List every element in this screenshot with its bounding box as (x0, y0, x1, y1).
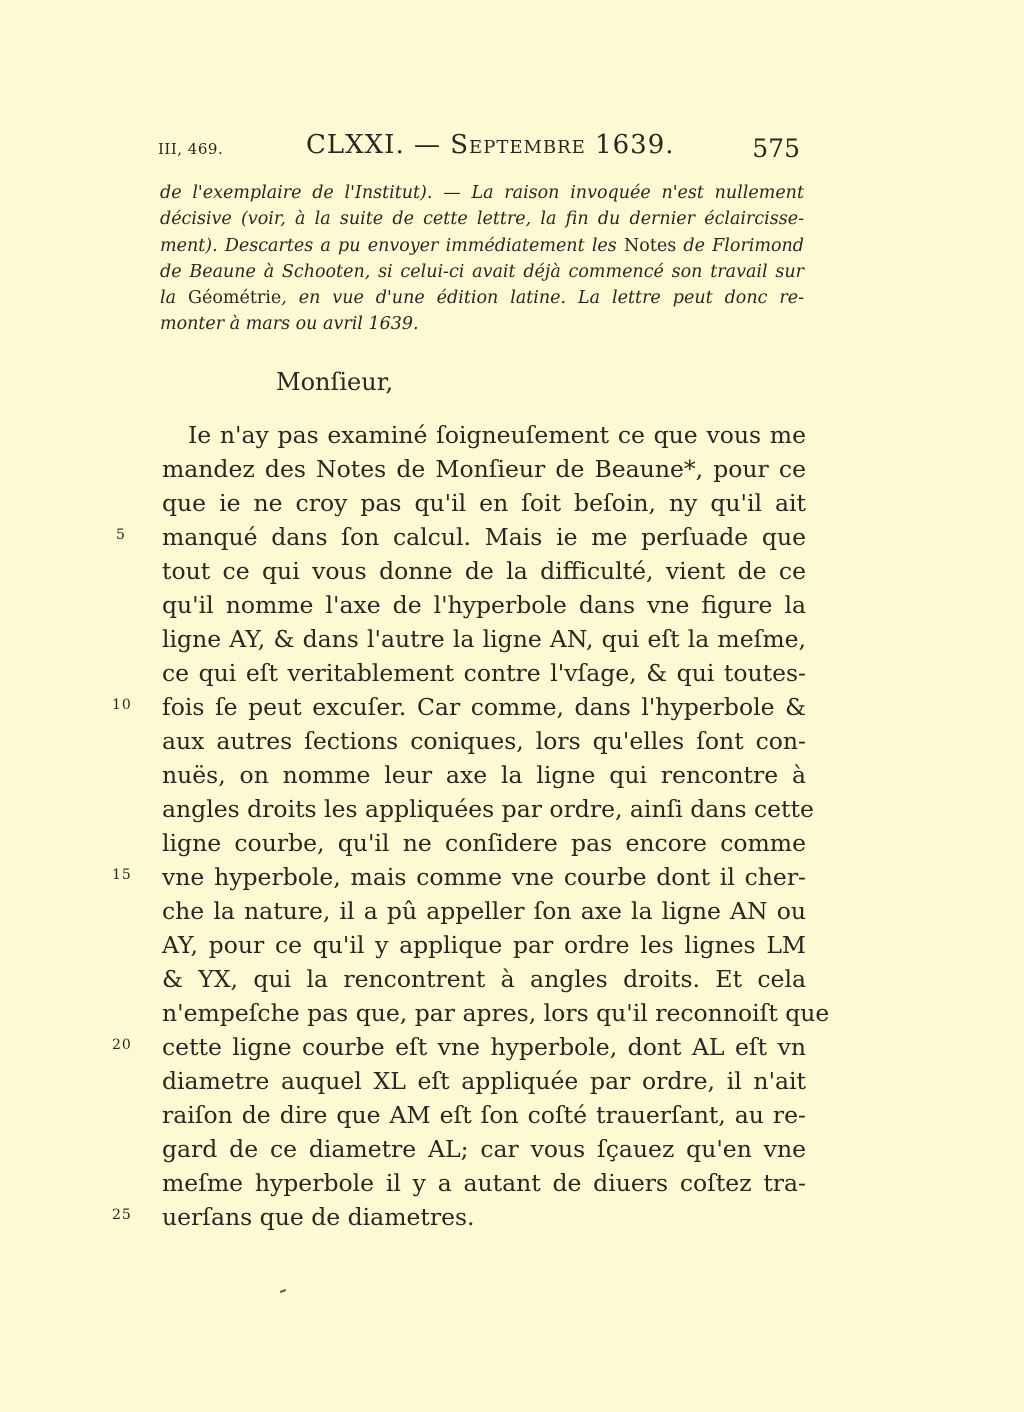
salutation: Monſieur, (276, 368, 394, 396)
title-month: Septembre (450, 130, 586, 160)
title-roman: CLXXI. (306, 130, 405, 160)
body-line: que ie ne croy pas qu'il en ſoit beſoin, ny qu'il ait (162, 489, 806, 517)
note-line: la Géométrie, en vue d'une édition latine. La lettre peut donc re- (160, 288, 804, 309)
body-line: & YX, qui la rencontrent à angles droits. Et cela (162, 965, 806, 993)
line-number-5: 5 (116, 527, 126, 543)
body-line: vne hyperbole, mais comme vne courbe dont il cher- (162, 863, 806, 891)
body-line: n'empeſche pas que, par apres, lors qu'il reconnoiſt que (162, 999, 830, 1027)
body-line: diametre auquel XL eſt appliquée par ordre, il n'ait (162, 1067, 806, 1095)
body-line: ligne courbe, qu'il ne conſidere pas encore comme (162, 829, 806, 857)
volume-reference: III, 469. (158, 140, 224, 158)
line-number-15: 15 (112, 867, 132, 883)
note-line: décisive (voir, à la suite de cette lettre, la fin du dernier éclaircisse- (160, 209, 804, 230)
letter-body (162, 418, 830, 1234)
body-line: tout ce qui vous donne de la difficulté, vient de ce (162, 557, 806, 585)
page-header (158, 130, 806, 170)
editorial-note (160, 180, 804, 338)
body-line: che la nature, il a pû appeller ſon axe la ligne AN ou (162, 897, 806, 925)
body-line: manqué dans ſon calcul. Mais ie me perſuade que (162, 523, 806, 551)
body-line: uerſans que de diametres. (162, 1203, 475, 1231)
note-line: ment). Descartes a pu envoyer immédiatement les Notes de Florimond (160, 235, 805, 256)
page-title (306, 130, 675, 160)
body-line: ligne AY, & dans l'autre la ligne AN, qui eſt la meſme, (162, 625, 806, 653)
title-year: 1639. (585, 130, 675, 160)
upright-word: Notes (623, 235, 677, 256)
page-number: 575 (752, 134, 800, 163)
line-number-20: 20 (112, 1037, 132, 1053)
body-line: qu'il nomme l'axe de l'hyperbole dans vne figure la (162, 591, 806, 619)
line-number-25: 25 (112, 1207, 132, 1223)
body-line: aux autres ſections coniques, lors qu'elles ſont con- (162, 727, 806, 755)
note-line: de Beaune à Schooten, si celui-ci avait déjà commencé son travail sur (160, 261, 804, 282)
body-line: ce qui eſt veritablement contre l'vſage, & qui toutes- (162, 659, 806, 687)
line-number-10: 10 (112, 697, 132, 713)
ink-speck (280, 1289, 286, 1293)
upright-word: Géométrie (188, 288, 282, 309)
body-line: AY, pour ce qu'il y applique par ordre les lignes LM (162, 931, 806, 959)
body-line: raiſon de dire que AM eſt ſon coſté trauerſant, au re- (162, 1101, 806, 1129)
body-line: cette ligne courbe eſt vne hyperbole, dont AL eſt vn (162, 1033, 806, 1061)
body-line: nuës, on nomme leur axe la ligne qui rencontre à (162, 761, 806, 789)
body-line: angles droits les appliquées par ordre, ainſi dans cette (162, 795, 814, 823)
title-dash: — (404, 130, 451, 160)
body-line: mandez des Notes de Monſieur de Beaune*, pour ce (162, 455, 806, 483)
body-line: Ie n'ay pas examiné ſoigneuſement ce que vous me (188, 421, 806, 449)
note-line: monter à mars ou avril 1639. (160, 314, 419, 335)
body-line: meſme hyperbole il y a autant de diuers coſtez tra- (162, 1169, 806, 1197)
body-line: gard de ce diametre AL; car vous ſçauez qu'en vne (162, 1135, 806, 1163)
body-line: fois ſe peut excuſer. Car comme, dans l'hyperbole & (162, 693, 806, 721)
note-line: de l'exemplaire de l'Institut). — La raison invoquée n'est nullement (160, 183, 804, 203)
